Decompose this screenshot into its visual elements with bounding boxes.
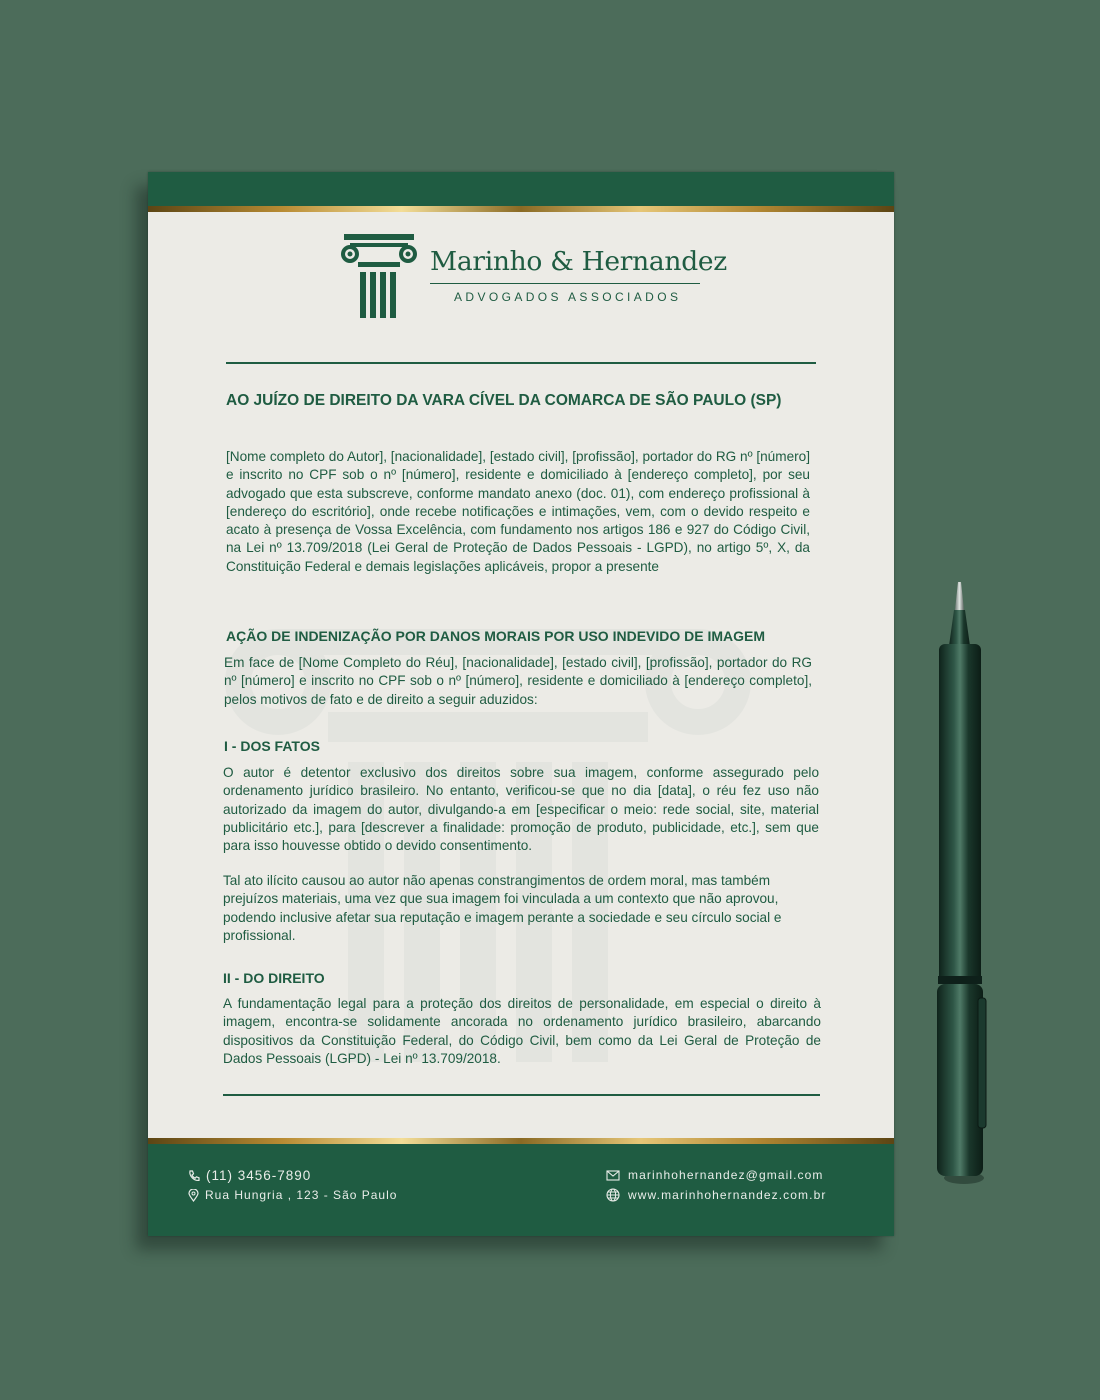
mail-icon	[606, 1170, 620, 1181]
footer-address	[188, 1188, 397, 1202]
location-pin-icon	[188, 1189, 199, 1202]
address-text: Rua Hungria , 123 - São Paulo	[205, 1188, 398, 1202]
court-heading: AO JUÍZO DE DIREITO DA VARA CÍVEL DA COMARCA DE SÃO PAULO (SP)	[226, 392, 782, 409]
footer-phone	[188, 1168, 311, 1183]
action-title: AÇÃO DE INDENIZAÇÃO POR DANOS MORAIS POR USO INDEVIDO DE IMAGEM	[226, 628, 766, 644]
facts-paragraph-2: Tal ato ilícito causou ao autor não apenas constrangimentos de ordem moral, mas também prejuízos materiais, uma vez que sua imagem foi vinculada a um contexto que não aprovou, podendo inclusive afetar sua reputação e imagem perante a sociedade e seu círculo social e profissional.	[223, 873, 782, 943]
top-green-band	[148, 172, 894, 206]
firm-name: Marinho & Hernandez	[430, 246, 727, 277]
phone-icon	[188, 1170, 200, 1182]
header-divider	[226, 362, 816, 364]
phone-text: (11) 3456-7890	[206, 1168, 312, 1183]
website-text: www.marinhohernandez.com.br	[628, 1188, 827, 1202]
facts-paragraph-1: O autor é detentor exclusivo dos direitos sobre sua imagem, conforme assegurado pelo ordenamento jurídico brasileiro. No entanto, verificou-se que no dia [data], o réu fez uso não autorizado da imagem do autor, divulgando-a em [especificar o meio: rede social, site, material publicitário etc.], para [descrever a finalidade: promoção de produto, publicidade, etc.], sem que para isso houvesse obtido o devido consentimento.	[223, 765, 819, 854]
column-logo-icon	[340, 234, 418, 320]
defendant-paragraph: Em face de [Nome Completo do Réu], [nacionalidade], [estado civil], [profissão], portador do RG nº [número] e inscrito no CPF sob o nº [número], residente e domiciliado à [endereço completo], pelos motivos de fato e de direito a seguir aduzidos:	[224, 655, 812, 707]
pen	[918, 580, 998, 1190]
email-text: marinhohernandez@gmail.com	[628, 1168, 824, 1182]
footer-email	[606, 1168, 824, 1182]
footer-website	[606, 1188, 826, 1202]
firm-subtitle: ADVOGADOS ASSOCIADOS	[454, 290, 682, 304]
section-facts-title: I - DOS FATOS	[224, 738, 320, 754]
footer-divider	[223, 1094, 820, 1096]
firm-name-underline	[430, 283, 700, 284]
top-gold-stripe	[148, 206, 894, 212]
bottom-green-band	[148, 1144, 894, 1236]
law-paragraph: A fundamentação legal para a proteção dos direitos de personalidade, em especial o direito à imagem, encontra-se solidamente ancorada no ordenamento jurídico brasileiro, abarcando dispositivos da Constituição Federal, do Código Civil, bem como da Lei Geral de Proteção de Dados Pessoais (LGPD) - Lei nº 13.709/2018.	[223, 996, 821, 1066]
letterhead-page	[148, 172, 894, 1236]
intro-paragraph: [Nome completo do Autor], [nacionalidade], [estado civil], [profissão], portador do RG nº [número] e inscrito no CPF sob o nº [número], residente e domiciliado à [endereço completo], por seu advogado que esta subscreve, conforme mandato anexo (doc. 01), com endereço profissional à [endereço do escritório], onde recebe notificações e intimações, vem, com o devido respeito e acato à presença de Vossa Excelência, com fundamento nos artigos 186 e 927 do Código Civil, na Lei nº 13.709/2018 (Lei Geral de Proteção de Dados Pessoais - LGPD), no artigo 5º, X, da Constituição Federal e demais legislações aplicáveis, propor a presente	[226, 449, 810, 574]
globe-icon	[606, 1188, 620, 1202]
section-law-title: II - DO DIREITO	[223, 970, 325, 986]
